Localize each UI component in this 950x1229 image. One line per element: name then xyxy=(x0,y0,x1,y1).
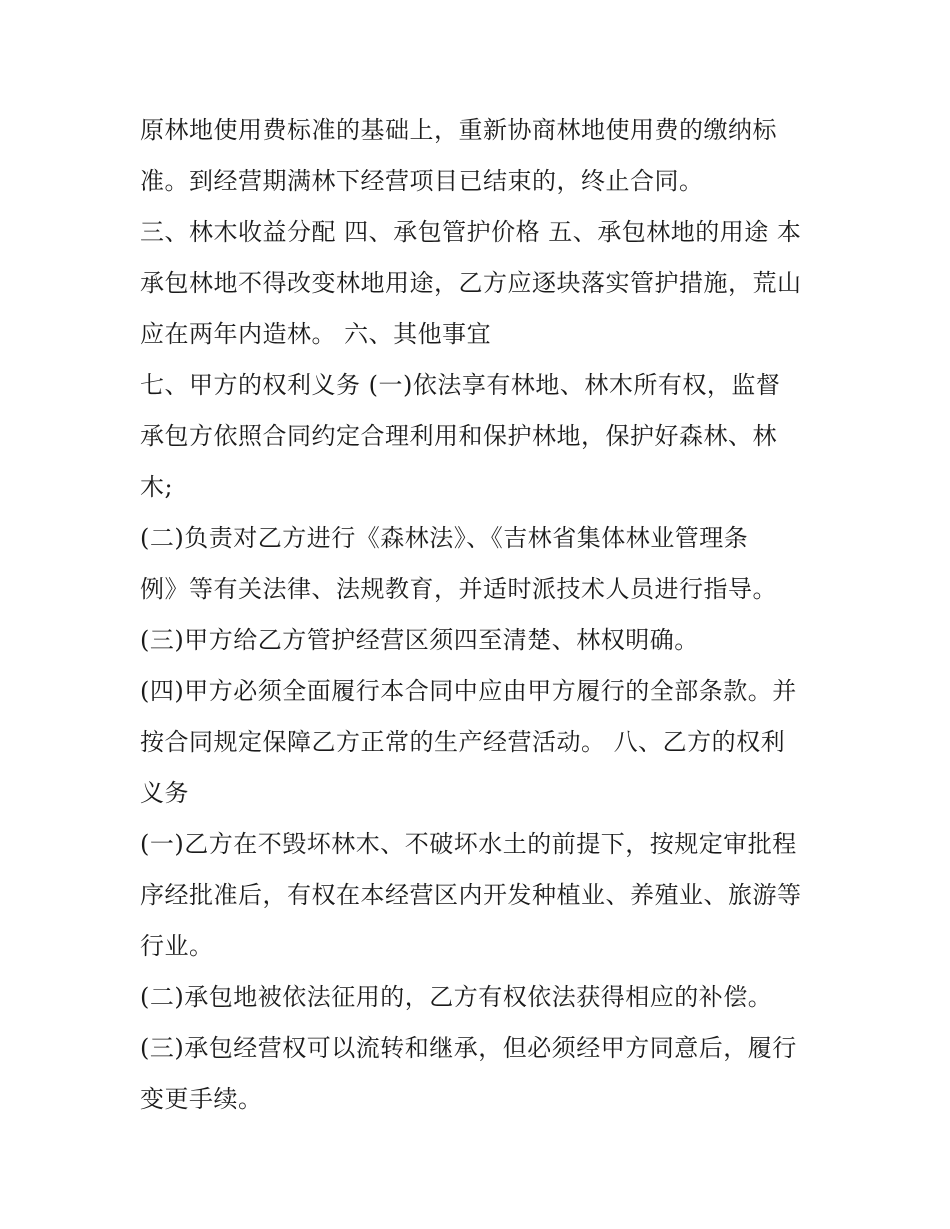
text-line: 原林地使用费标准的基础上，重新协商林地使用费的缴纳标 xyxy=(140,116,777,144)
text-line: 七、甲方的权利义务 (一)依法享有林地、林木所有权，监督 xyxy=(140,371,781,399)
text-line: 应在两年内造林。 六、其他事宜 xyxy=(140,320,492,348)
text-line: 三、林木收益分配 四、承包管护价格 五、承包林地的用途 本 xyxy=(140,218,802,246)
document-body xyxy=(140,105,820,1125)
text-line: (二)负责对乙方进行《森林法》、《吉林省集体林业管理条 xyxy=(140,524,749,552)
text-line: (二)承包地被依法征用的，乙方有权依法获得相应的补偿。 xyxy=(140,983,773,1011)
text-line: (三)承包经营权可以流转和继承，但必须经甲方同意后，履行 xyxy=(140,1034,797,1062)
text-line: 义务 xyxy=(140,779,189,807)
text-line: (一)乙方在不毁坏林木、不破坏水土的前提下，按规定审批程 xyxy=(140,830,797,858)
text-line: (四)甲方必须全面履行本合同中应由甲方履行的全部条款。并 xyxy=(140,677,797,705)
text-line: 行业。 xyxy=(140,932,214,960)
text-line: 承包方依照合同约定合理利用和保护林地，保护好森林、林 xyxy=(140,422,777,450)
text-line: 承包林地不得改变林地用途，乙方应逐块落实管护措施，荒山 xyxy=(140,269,802,297)
text-line: 变更手续。 xyxy=(140,1085,263,1113)
text-line: 准。到经营期满林下经营项目已结束的，终止合同。 xyxy=(140,167,704,195)
text-line: 按合同规定保障乙方正常的生产经营活动。 八、乙方的权利 xyxy=(140,728,786,756)
text-line: 序经批准后，有权在本经营区内开发种植业、养殖业、旅游等 xyxy=(140,881,802,909)
text-line: 木; xyxy=(140,473,174,501)
text-line: 例》等有关法律、法规教育，并适时派技术人员进行指导。 xyxy=(140,575,777,603)
text-line: (三)甲方给乙方管护经营区须四至清楚、林权明确。 xyxy=(140,626,699,654)
